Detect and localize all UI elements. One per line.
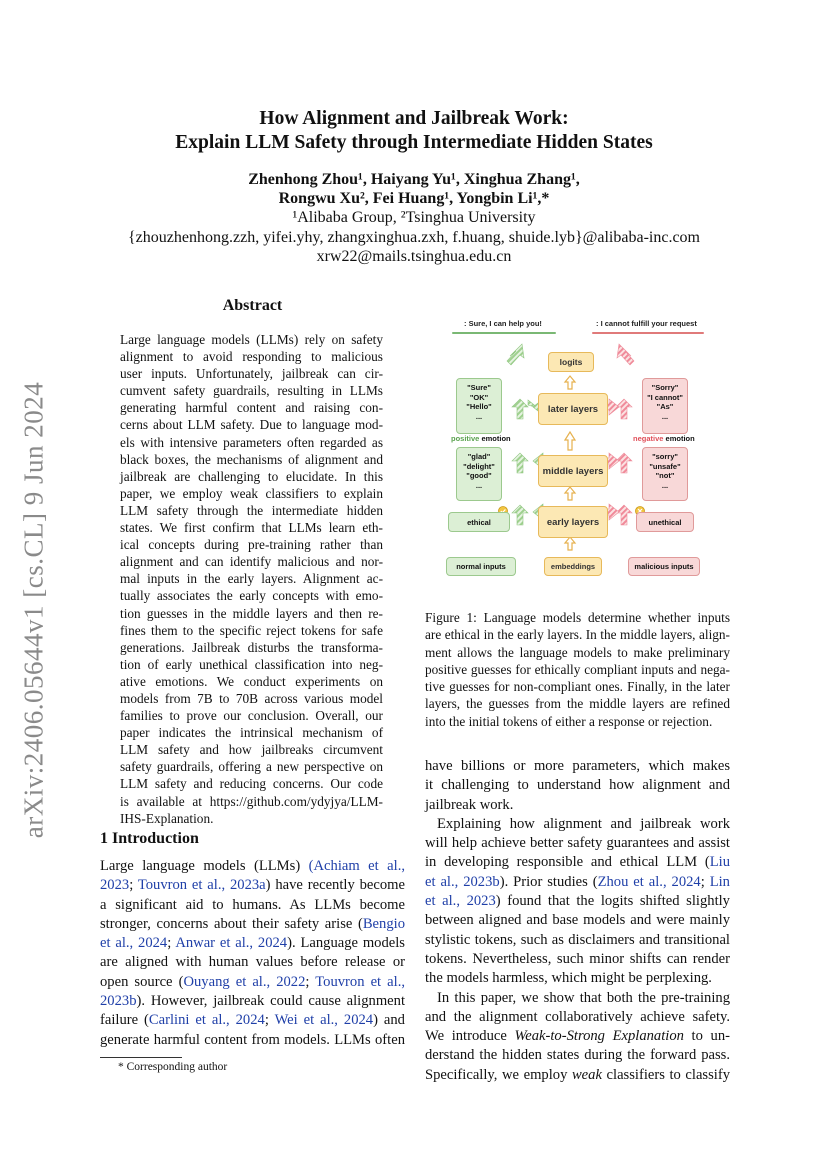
text-run: will help achieve better safety guarantees and assist xyxy=(425,835,730,852)
text-run: generate harmful content from models. LLMs often xyxy=(100,1031,405,1048)
text-run: ; xyxy=(305,973,316,990)
text-run: to un- xyxy=(683,1028,730,1045)
paragraph-line xyxy=(425,853,730,872)
text-run: ; xyxy=(264,1012,275,1029)
paragraph-line xyxy=(425,950,730,969)
text-run: derstand the hidden states during the forward pass. xyxy=(425,1047,730,1064)
text-run: ; xyxy=(167,935,176,952)
abstract-line: generating harmful content and raising con- xyxy=(120,400,383,416)
paper-title-line-1: How Alignment and Jailbreak Work: xyxy=(259,108,569,129)
paragraph-line xyxy=(425,1066,730,1085)
text-run: Explaining how alignment and jailbreak work xyxy=(437,815,730,832)
text-run: Large language models (LLMs) xyxy=(100,858,309,874)
abstract-line: generations. Jailbreak disturbs the transforma- xyxy=(120,639,383,655)
unethical-box: unethical xyxy=(636,512,694,532)
text-run: ) found that the logits shifted slightly xyxy=(495,893,730,910)
text-run: failure ( xyxy=(100,1012,149,1029)
normal-inputs-box: normal inputs xyxy=(446,557,516,576)
paragraph-line xyxy=(425,757,730,776)
caption-line: layers, the guesses from the middle layers are refined xyxy=(425,696,730,712)
citation-link[interactable]: et al., 2023 xyxy=(425,893,496,910)
introduction-left-column xyxy=(100,857,405,1050)
paragraph-line xyxy=(425,1008,730,1027)
text-run: between aligned and base models and were mainly xyxy=(425,912,730,929)
abstract-line: families to prove our conclusion. Overall, our xyxy=(120,708,383,724)
early-layers-box: early layers xyxy=(538,506,608,538)
paragraph-line xyxy=(100,934,405,953)
abstract-line: fines them to the specific reject tokens for safe xyxy=(120,622,383,638)
citation-link[interactable]: et al., 2024 xyxy=(100,935,168,952)
refusal-token-list: "Sorry" "I cannot" "As" ... xyxy=(642,378,688,434)
citation-link[interactable]: Carlini et al., 2024 xyxy=(148,1012,265,1029)
abstract-line: LLM safety through the intermediate hidden xyxy=(120,502,383,518)
abstract-line: alignment and can identify malicious and nor- xyxy=(120,554,383,570)
figure-1-caption xyxy=(425,609,730,730)
citation-link[interactable]: Liu xyxy=(709,854,730,871)
abstract-line: cumvent safety guardrails, resulting in LLMs xyxy=(120,383,383,399)
caption-line: into the initial tokens of either a response or rejection. xyxy=(425,713,713,729)
citation-link[interactable]: Wei et al., 2024 xyxy=(274,1012,374,1029)
abstract-line: paper, we employ weak classifiers to explain xyxy=(120,485,383,501)
text-run: Weak-to-Strong Explanation xyxy=(514,1028,684,1045)
caption-line: tive guesses for non-compliant ones. Finally, in the later xyxy=(425,679,730,695)
legend-red-line xyxy=(592,332,704,334)
negative-emotion-label: negative emotion xyxy=(633,434,695,443)
citation-link[interactable]: Lin xyxy=(709,873,730,890)
paragraph-line xyxy=(425,776,730,795)
abstract-line: ical concepts during pre-training rather than xyxy=(120,537,383,553)
middle-layers-box: middle layers xyxy=(538,455,608,487)
embeddings-box: embeddings xyxy=(544,557,602,576)
positive-emotion-tokens: "glad" "delight" "good" ... xyxy=(456,447,502,501)
paragraph-line xyxy=(425,892,730,911)
paragraph-line xyxy=(425,834,730,853)
abstract-line: alignment to avoid responding to malicious xyxy=(120,349,383,365)
abstract-body xyxy=(120,331,383,827)
caption-line: are ethical in the early layers. In the middle layers, align- xyxy=(425,627,730,643)
compliant-token-list: "Sure" "OK" "Hello" ... xyxy=(456,378,502,434)
citation-link[interactable]: (Achiam et al., xyxy=(308,858,405,874)
malicious-inputs-box: malicious inputs xyxy=(628,557,700,576)
text-run: ). Prior studies ( xyxy=(499,873,598,890)
abstract-heading: Abstract xyxy=(222,297,283,314)
citation-link[interactable]: 2023 xyxy=(100,877,130,894)
abstract-line: tion of early unethical classification into neg- xyxy=(120,656,383,672)
abstract-line: states. We first confirm that LLMs learn eth- xyxy=(120,520,383,536)
text-run: a significant aid to humans. As LLMs become xyxy=(100,896,405,913)
logits-box: logits xyxy=(548,352,594,372)
caption-line: ment allows the language models to make preliminary xyxy=(425,644,730,660)
introduction-right-column xyxy=(425,757,730,1085)
abstract-line: IHS-Explanation. xyxy=(120,810,214,826)
text-run: weak xyxy=(571,1066,602,1083)
abstract-line: mal inputs in the early layers. Alignment ac- xyxy=(120,571,383,587)
paragraph-line xyxy=(425,911,730,930)
text-run: ). Language models xyxy=(287,935,405,952)
text-run: have billions or more parameters, which makes xyxy=(425,758,730,774)
text-run: ; xyxy=(129,877,138,894)
text-run: are aligned with human values before release or xyxy=(100,954,405,971)
legend-refusal-label: : I cannot fulfill your request xyxy=(596,319,697,328)
red-arrows xyxy=(605,344,634,525)
citation-link[interactable]: Bengio xyxy=(362,915,405,932)
abstract-line: els with intensive parameters often regarded as xyxy=(120,434,383,450)
text-run: tokens. Nevertheless, such minor shifts can render xyxy=(425,950,730,967)
text-run: in developing responsible and ethical LLM ( xyxy=(425,854,710,871)
legend-compliant-label: : Sure, I can help you! xyxy=(464,319,542,328)
abstract-line: jailbreak are challenging to elucidate. In this xyxy=(120,468,383,484)
citation-link[interactable]: Touvron et al., xyxy=(315,973,405,990)
abstract-line: Large language models (LLMs) rely on safety xyxy=(120,332,383,347)
citation-link[interactable]: Ouyang et al., 2022 xyxy=(183,973,306,990)
ethical-box: ethical xyxy=(448,512,510,532)
paragraph-line xyxy=(425,815,730,834)
green-arrows xyxy=(507,344,547,525)
text-run: stylistic tokens, such as disclaimers and transitional xyxy=(425,931,730,948)
paragraph-line xyxy=(100,915,405,934)
paragraph-line xyxy=(425,796,730,815)
figure-1-diagram xyxy=(446,315,716,585)
text-run: and the alignment collaboratively achieve safety. xyxy=(425,1008,730,1025)
text-run: classifiers to classify xyxy=(601,1066,730,1083)
legend-green-line xyxy=(452,332,556,334)
text-run: In this paper, we show that both the pre-training xyxy=(437,989,730,1006)
paragraph-line xyxy=(100,1031,405,1050)
paragraph-line xyxy=(425,1046,730,1065)
paragraph-line xyxy=(425,1027,730,1046)
paragraph-line xyxy=(425,989,730,1008)
abstract-line: tion guesses in the middle layers and then re- xyxy=(120,605,383,621)
text-run: open source ( xyxy=(100,973,184,990)
abstract-line: black boxes, the mechanisms of alignment and xyxy=(120,451,383,467)
paper-title-line-2: Explain LLM Safety through Intermediate Hidden States xyxy=(175,132,653,153)
abstract-line: is available at https://github.com/ydyjya/LLM- xyxy=(120,793,383,809)
text-run: We introduce xyxy=(425,1028,515,1045)
paragraph-line xyxy=(100,1011,405,1030)
text-run: ). However, jailbreak could cause alignment xyxy=(136,993,405,1010)
paragraph-line xyxy=(425,931,730,950)
arxiv-identifier: arXiv:2406.05644v1 [cs.CL] 9 Jun 2024 xyxy=(18,381,49,839)
text-run: it challenging to understand how alignment and xyxy=(425,777,730,794)
paragraph-line xyxy=(100,953,405,972)
footnote-rule xyxy=(100,1057,182,1058)
citation-link[interactable]: Zhou et al., 2024 xyxy=(597,873,701,890)
abstract-line: cerns about LLM safety. Due to language mod- xyxy=(120,417,383,433)
citation-link[interactable]: Touvron et al., 2023a xyxy=(137,877,266,894)
citation-link[interactable]: 2023b xyxy=(100,993,137,1010)
caption-line: positive guesses for ethically compliant inputs and nega- xyxy=(425,661,730,677)
abstract-line: tually associates the early concepts with emo- xyxy=(120,588,383,604)
paragraph-line xyxy=(100,896,405,915)
paragraph-line xyxy=(100,876,405,895)
text-run: Specifically, we employ xyxy=(425,1066,572,1083)
later-layers-box: later layers xyxy=(538,393,608,425)
footnote-corresponding-author: * Corresponding author xyxy=(118,1061,228,1073)
text-run: ; xyxy=(700,873,710,890)
paragraph-line xyxy=(100,973,405,992)
author-list-line-1: Zhenhong Zhou¹, Haiyang Yu¹, Xinghua Zhang¹, xyxy=(248,171,580,188)
abstract-line: ative emotions. We conduct experiments on xyxy=(120,673,383,689)
positive-emotion-label: positive emotion xyxy=(451,434,511,443)
text-run: stronger, concerns about their safety arise ( xyxy=(100,915,363,932)
paragraph-line xyxy=(100,857,405,876)
text-run: jailbreak work. xyxy=(425,796,514,813)
abstract-line: models from 7B to 70B across various model xyxy=(120,690,383,706)
abstract-line: safety guardrails, offering a new perspective on xyxy=(120,759,383,775)
section-heading-introduction: 1 Introduction xyxy=(100,830,199,847)
abstract-line: LLM safety and how jailbreaks circumvent xyxy=(120,742,383,758)
caption-line: Figure 1: Language models determine whether inputs xyxy=(425,610,730,625)
text-run: ) and xyxy=(373,1012,405,1029)
author-list-line-2: Rongwu Xu², Fei Huang¹, Yongbin Li¹,* xyxy=(278,190,550,207)
citation-link[interactable]: Anwar et al., 2024 xyxy=(175,935,288,952)
text-run: ) have recently become xyxy=(265,877,405,894)
paragraph-line xyxy=(425,969,730,988)
abstract-line: user inputs. Unfortunately, jailbreak can cir- xyxy=(120,366,383,382)
paragraph-line xyxy=(425,873,730,892)
email-line-1: {zhouzhenhong.zzh, yifei.yhy, zhangxinghua.zxh, f.huang, shuide.lyb}@alibaba-inc.com xyxy=(128,229,700,246)
abstract-line: paper indicates the intrinsical mechanism of xyxy=(120,725,383,741)
text-run: the models harmless, which might be perplexing. xyxy=(425,970,712,987)
abstract-line: LLM safety and reducing concerns. Our code xyxy=(120,776,383,792)
email-line-2: xrw22@mails.tsinghua.edu.cn xyxy=(316,248,512,265)
citation-link[interactable]: et al., 2023b xyxy=(425,873,500,890)
paragraph-line xyxy=(100,992,405,1011)
negative-emotion-tokens: "sorry" "unsafe" "not" ... xyxy=(642,447,688,501)
affiliations: ¹Alibaba Group, ²Tsinghua University xyxy=(292,209,536,226)
